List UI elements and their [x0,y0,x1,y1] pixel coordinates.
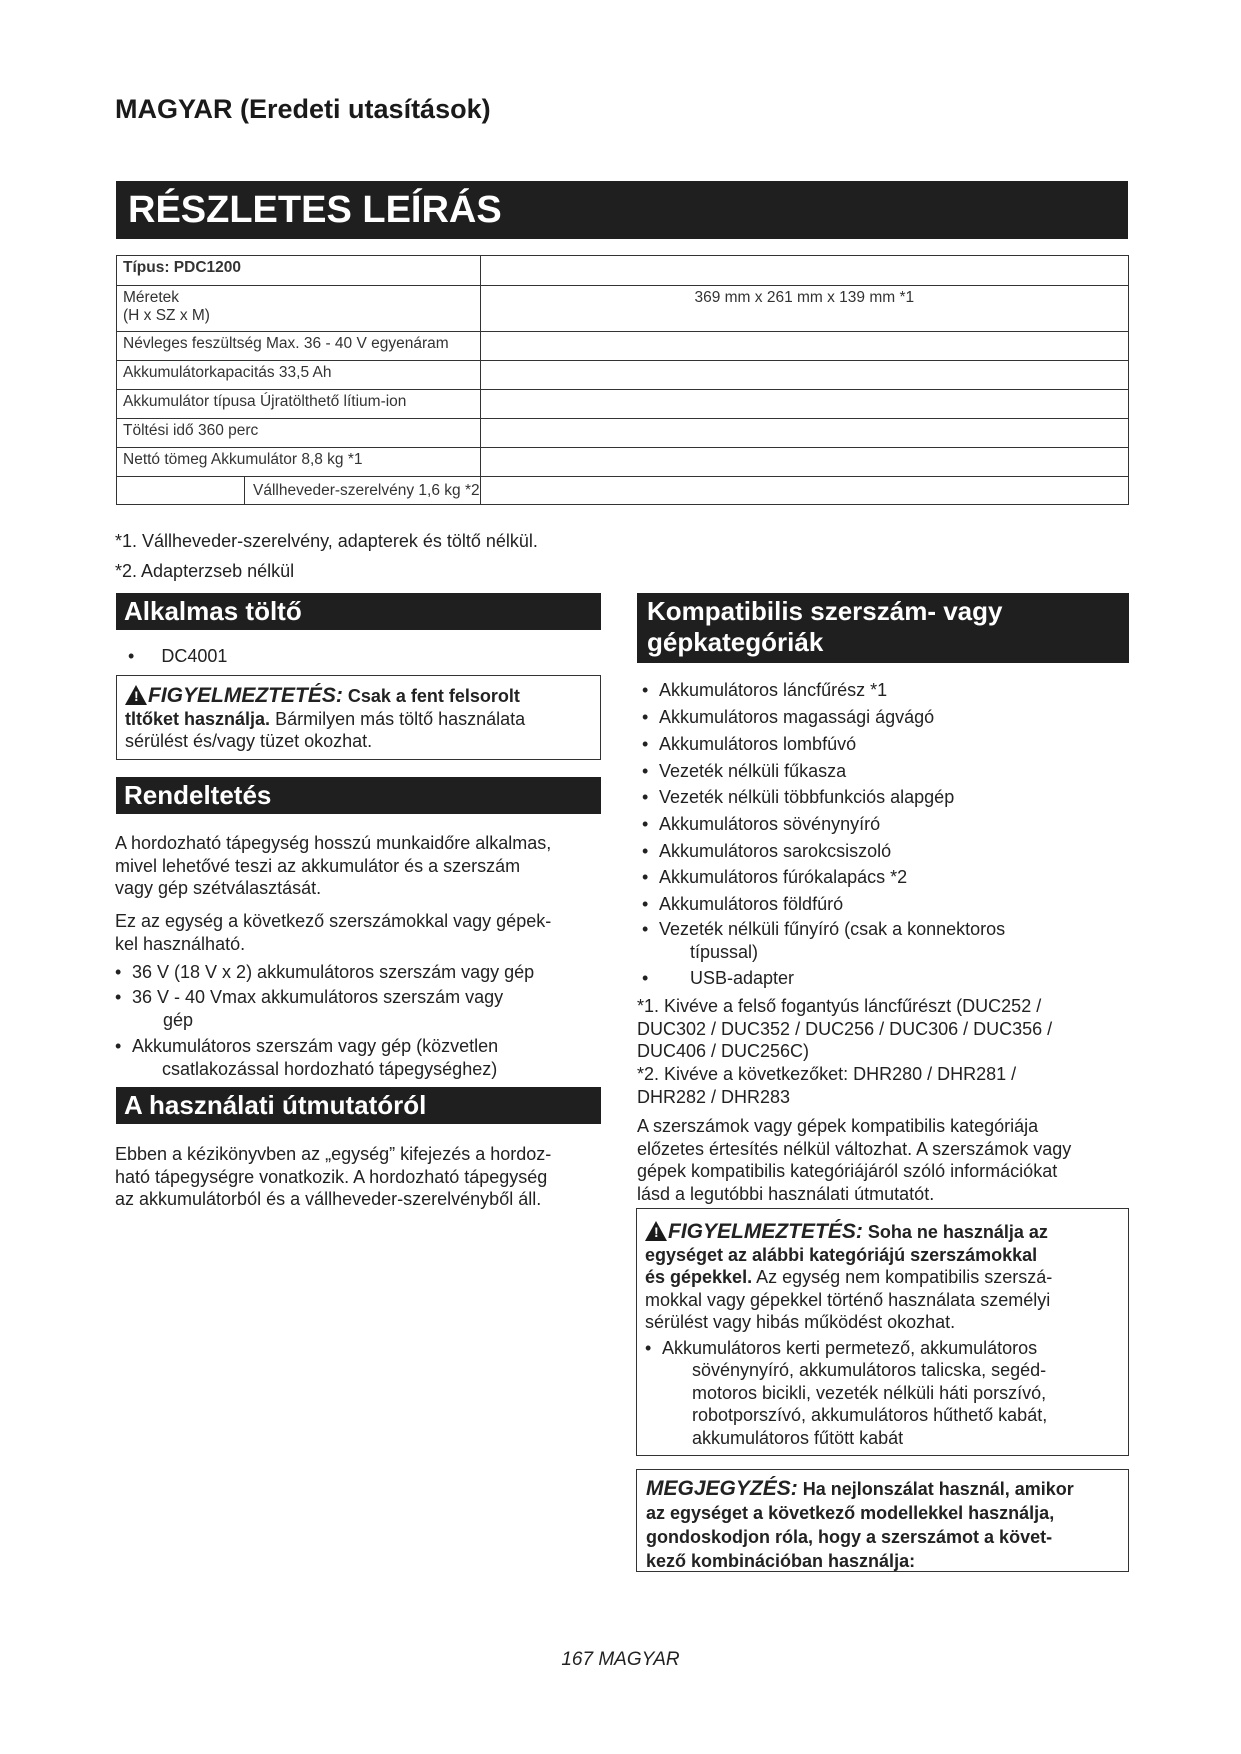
compat-item: • USB-adapter [642,968,795,988]
compat-item: • Vezeték nélküli fűnyíró (csak a konnektoros típussal) [642,919,1006,962]
manual-paragraph: Ebben a kézikönyvben az „egység” kifejezés a hordoz- ható tápegységre vonatkozik. A hordozható tápegység az akkumulátorból és a vállheveder-szerelvényből áll. [115,1144,552,1209]
spec-harness-weight: Vállheveder-szerelvény 1,6 kg *2 [244,477,480,504]
compat-paragraph: A szerszámok vagy gépek kompatibilis kategóriája előzetes értesítés nélkül változhat. A szerszámok vagy gépek kompatibilis kategóriájáról szóló információkat lásd a legutóbbi használati útmutatót. [637,1116,1072,1204]
warning-triangle-icon [645,1221,667,1241]
purpose-bullet-3: • Akkumulátoros szerszám vagy gép (közvetlen csatlakozással hordozható tápegységhez) [115,1036,499,1079]
purpose-section-title: Rendeltetés [116,777,601,814]
spec-net-weight: Nettó tömeg Akkumulátor 8,8 kg *1 [117,448,481,477]
charger-warning-box: !FIGYELMEZTETÉS: Csak a fent felsorolt tltőket használja. Bármilyen más töltő használata sérülést és/vagy tüzet okozhat. [116,675,601,760]
purpose-paragraph-1: A hordozható tápegység hosszú munkaidőre alkalmas, mivel lehetővé teszi az akkumulátor és a szerszám vagy gép szétválasztását. [115,833,552,898]
footnote-2: *2. Adapterzseb nélkül [115,561,295,581]
compat-item: • Vezeték nélküli többfunkciós alapgép [642,787,955,807]
compat-item: • Vezeték nélküli fűkasza [642,761,847,781]
spec-charge-time: Töltési idő 360 perc [117,419,481,448]
purpose-paragraph-2: Ez az egység a következő szerszámokkal vagy gépek- kel használható. [115,911,552,954]
spec-dimensions-label: Méretek (H x SZ x M) [117,286,481,332]
charger-section-title: Alkalmas töltő [116,593,601,630]
compat-item: • Akkumulátoros láncfűrész *1 [642,680,888,700]
spec-dimensions-value: 369 mm x 261 mm x 139 mm *1 [480,286,1128,332]
page-footer: 167 MAGYAR [561,1649,680,1670]
compat-item: • Akkumulátoros sövénynyíró [642,814,881,834]
purpose-bullet-2: • 36 V - 40 Vmax akkumulátoros szerszám vagy gép [115,987,504,1030]
spec-capacity: Akkumulátorkapacitás 33,5 Ah [117,361,481,390]
manual-section-title: A használati útmutatóról [116,1087,601,1124]
spec-type: Típus: PDC1200 [117,256,481,286]
compat-item: • Akkumulátoros lombfúvó [642,734,857,754]
compat-item: • Akkumulátoros földfúró [642,894,844,914]
warning-triangle-icon [125,685,147,705]
main-section-title: RÉSZLETES LEÍRÁS [116,181,1128,239]
note-box: MEGJEGYZÉS: Ha nejlonszálat használ, amikor az egységet a következő modellekkel használja, gondoskodjon róla, hogy a szerszámot a követ- kező kombinációban használja: [636,1469,1129,1572]
footnote-1: *1. Vállheveder-szerelvény, adapterek és töltő nélkül. [115,531,538,551]
compat-note-2: *2. Kivéve a következőket: DHR280 / DHR281 / DHR282 / DHR283 [637,1064,1017,1107]
charger-list-item: • DC4001 [128,646,228,666]
compat-warning-box: !FIGYELMEZTETÉS: Soha ne használja az egységet az alábbi kategóriájú szerszámokkal és gépekkel. Az egység nem kompatibilis szerszá- mokkal vagy gépekkel történő használata személyi sérülést vagy hibás működést okozhat. • Akkumulátoros kerti permetező, akkumulátoros sövénynyíró, akkumulátoros talicska, segéd- motoros bicikli, vezeték nélküli háti porszívó, robotporszívó, akkumulátoros hűthető kabát, akkumulátoros fűtött kabát [636,1208,1129,1456]
compat-item: • Akkumulátoros sarokcsiszoló [642,841,892,861]
compat-section-title: Kompatibilis szerszám- vagy gépkategóriák [637,593,1129,663]
spec-battery-type: Akkumulátor típusa Újratölthető lítium-ion [117,390,481,419]
page-language-title: MAGYAR (Eredeti utasítások) [115,94,491,124]
spec-voltage: Névleges feszültség Max. 36 - 40 V egyenáram [117,332,481,361]
compat-item: • Akkumulátoros magassági ágvágó [642,707,935,727]
compat-item: • Akkumulátoros fúrókalapács *2 [642,867,908,887]
purpose-bullet-1: • 36 V (18 V x 2) akkumulátoros szerszám vagy gép [115,962,535,982]
compat-note-1: *1. Kivéve a felső fogantyús láncfűrészt (DUC252 / DUC302 / DUC352 / DUC256 / DUC306 / DUC356 / DUC406 / DUC256C) [637,996,1053,1061]
compat-warning-bullet: • Akkumulátoros kerti permetező, akkumulátoros sövénynyíró, akkumulátoros talicska, segéd- motoros bicikli, vezeték nélküli háti porszívó, robotporszívó, akkumulátoros hűthető kabát, akkumulátoros fűtött kabát [645,1337,1048,1448]
spec-table [116,255,1129,505]
